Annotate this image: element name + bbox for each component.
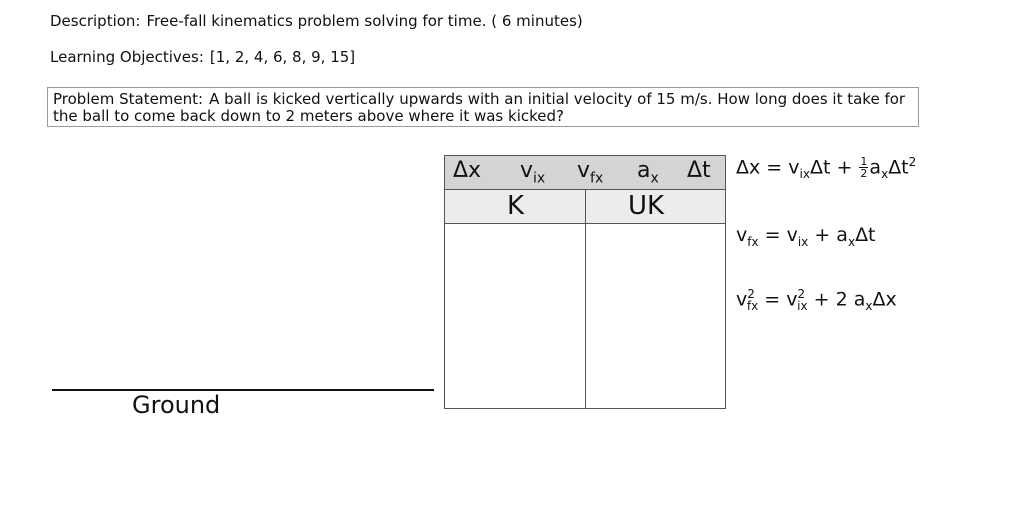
learning-objectives-line xyxy=(50,48,355,66)
header-v-ix: $v_{ix}$ xyxy=(520,158,546,187)
problem-statement-label: Problem Statement: xyxy=(53,90,204,108)
known-unknown-table xyxy=(444,155,726,409)
equation-final-velocity: $v_{fx} = v_{ix} + a_x\Delta t$ xyxy=(736,224,876,249)
table-header-row xyxy=(445,156,725,190)
equation-velocity-squared: $v^2_{fx} = v^2_{ix} + 2$ $a_x\Delta x$ xyxy=(736,287,897,314)
header-delta-x: Δx xyxy=(453,158,482,183)
unknown-label: UK xyxy=(628,191,665,221)
one-half-fraction: $\frac{1}{2}$ xyxy=(860,155,868,181)
header-v-fx: $v_{fx}$ xyxy=(577,158,604,187)
ground-line xyxy=(52,389,434,391)
ground-label: Ground xyxy=(132,391,221,419)
problem-statement-text: A ball is kicked vertically upwards with an initial velocity of 15 m/s. How long does it take for the ball to come back down to 2 meters above where it was kicked? xyxy=(53,90,906,125)
description-text: Free-fall kinematics problem solving for time. ( 6 minutes) xyxy=(146,12,583,30)
header-delta-t: Δt xyxy=(687,158,711,183)
learning-objectives-text: [1, 2, 4, 6, 8, 9, 15] xyxy=(209,48,356,66)
problem-statement-box xyxy=(47,87,919,127)
description-line xyxy=(50,12,583,30)
column-divider xyxy=(585,190,586,408)
known-label: K xyxy=(507,191,525,221)
equation-displacement: $\Delta x = v_{ix}\Delta t$ + $\frac{1}{2}$ $a_x\Delta t^2$ xyxy=(736,155,917,182)
header-a-x: $a_x$ xyxy=(637,158,659,187)
description-label: Description: xyxy=(50,12,141,30)
learning-objectives-label: Learning Objectives: xyxy=(50,48,204,66)
